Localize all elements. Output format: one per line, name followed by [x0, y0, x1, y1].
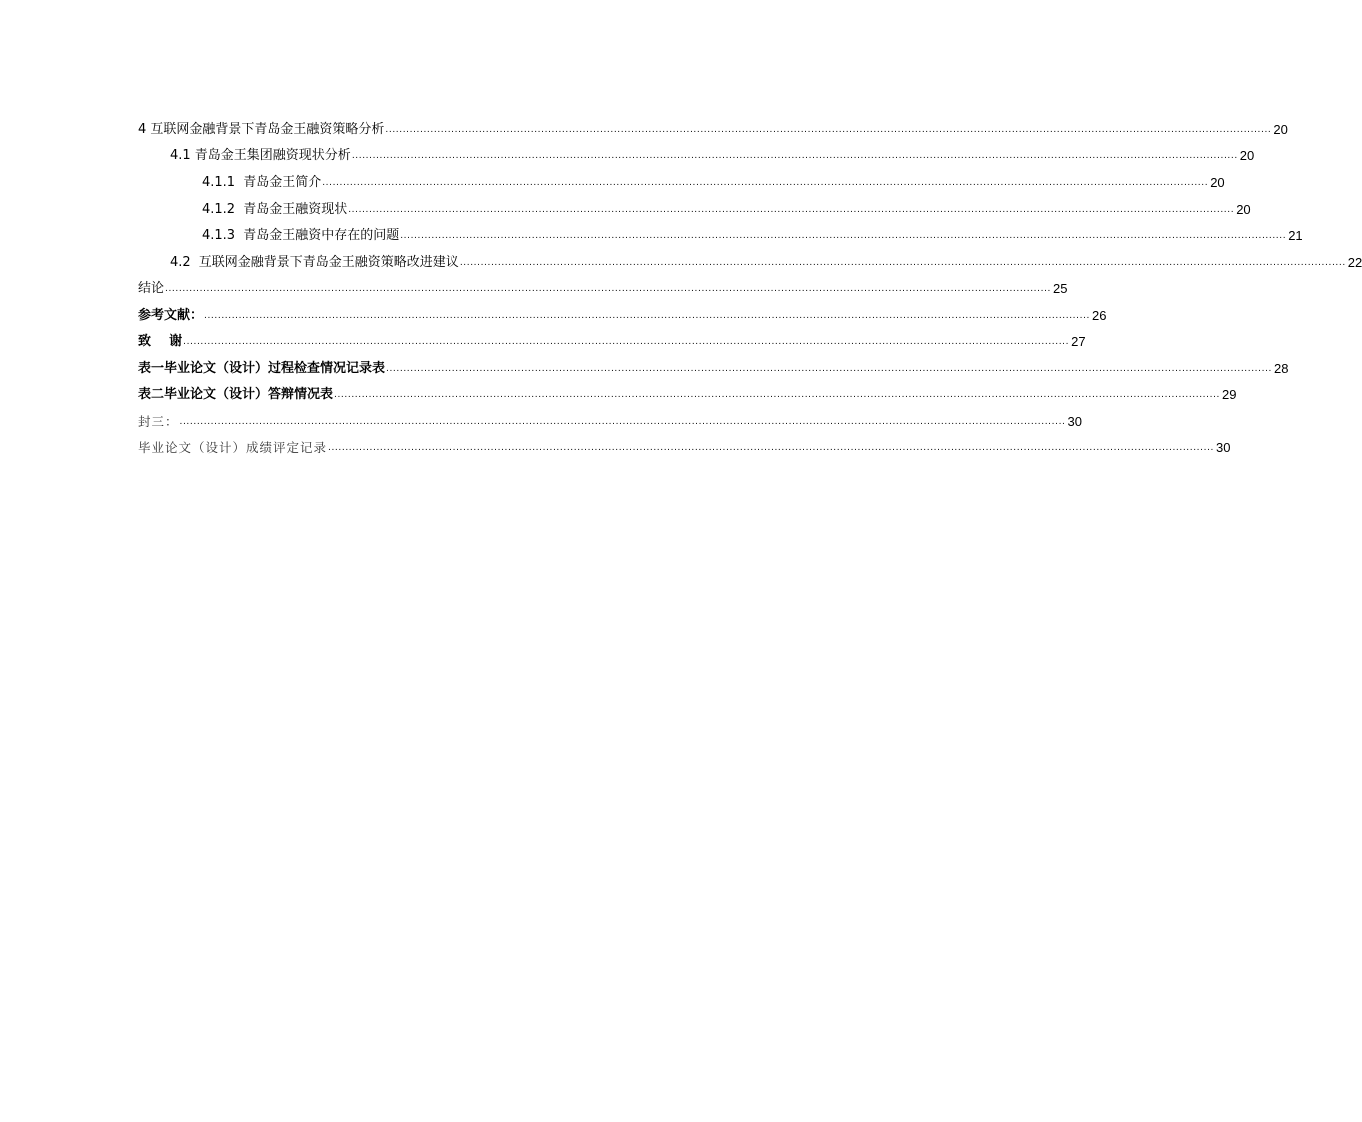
leader-dots: ................................................................................................................................................................................................................................................................ [400, 231, 1287, 241]
toc-entry-label: 4 互联网金融背景下青岛金王融资策略分析 [138, 122, 385, 137]
leader-dots: ................................................................................................................................................................................................................................................................ [334, 390, 1220, 400]
leader-dots: ................................................................................................................................................................................................................................................................ [385, 125, 1272, 135]
leader-dots: ................................................................................................................................................................................................................................................................ [348, 205, 1235, 215]
toc-page-number: 20 [1273, 122, 1288, 137]
toc-entry-table-1[interactable] [138, 357, 1289, 377]
toc-entry-conclusion[interactable] [138, 277, 1068, 297]
toc-page-number: 27 [1071, 334, 1086, 349]
leader-dots: ................................................................................................................................................................................................................................................................ [459, 258, 1346, 268]
toc-page-number: 30 [1216, 440, 1231, 455]
toc-page-number: 30 [1067, 414, 1082, 429]
toc-entry-references[interactable] [138, 304, 1107, 324]
leader-dots: ................................................................................................................................................................................................................................................................ [165, 284, 1051, 294]
toc-entry-label: 结论 [138, 281, 165, 296]
leader-dots: ................................................................................................................................................................................................................................................................ [386, 364, 1272, 374]
toc-entry-label: 表一毕业论文（设计）过程检查情况记录表 [138, 361, 386, 376]
toc-page-number: 20 [1239, 148, 1255, 163]
toc-page-number: 21 [1288, 228, 1303, 243]
toc-entry-label: 4.1 青岛金王集团融资现状分析 [170, 148, 351, 163]
toc-page-number: 22 [1347, 255, 1362, 270]
toc-page-number: 25 [1053, 281, 1068, 296]
leader-dots: ................................................................................................................................................................................................................................................................ [328, 443, 1214, 453]
toc-entry-section-4-1[interactable] [170, 144, 1255, 164]
toc-entry-label: 4.1.2 青岛金王融资现状 [202, 202, 348, 217]
leader-dots: ................................................................................................................................................................................................................................................................ [322, 178, 1209, 188]
toc-page-number: 26 [1092, 308, 1107, 323]
toc-page-number: 20 [1236, 202, 1251, 217]
toc-page-number: 28 [1274, 361, 1289, 376]
toc-page-number: 20 [1210, 175, 1225, 190]
leader-dots: ................................................................................................................................................................................................................................................................ [183, 337, 1070, 347]
toc-entry-label: 4.1.3 青岛金王融资中存在的问题 [202, 228, 400, 243]
toc-entry-acknowledgements[interactable] [138, 330, 1086, 350]
toc-entry-label: 4.2 互联网金融背景下青岛金王融资策略改进建议 [170, 255, 459, 270]
toc-entry-label: 4.1.1 青岛金王简介 [202, 175, 322, 190]
toc-entry-label: 毕业论文（设计）成绩评定记录 [138, 440, 328, 455]
toc-entry-label: 封三： [138, 414, 179, 429]
toc-entry-label: 参考文献： [138, 308, 204, 323]
toc-entry-section-4-1-2[interactable] [202, 198, 1251, 218]
toc-entry-grade-record[interactable] [138, 436, 1231, 456]
toc-entry-label: 表二毕业论文（设计）答辩情况表 [138, 387, 334, 402]
toc-entry-label: 致 谢 [138, 334, 183, 349]
toc-entry-section-4-1-3[interactable] [202, 224, 1303, 244]
toc-entry-chapter-4[interactable] [138, 118, 1288, 138]
leader-dots: ................................................................................................................................................................................................................................................................ [204, 311, 1090, 321]
toc-entry-section-4-2[interactable] [170, 251, 1362, 271]
toc-entry-section-4-1-1[interactable] [202, 171, 1225, 191]
leader-dots: ................................................................................................................................................................................................................................................................ [179, 417, 1066, 427]
toc-entry-back-cover[interactable] [138, 410, 1082, 430]
leader-dots: ................................................................................................................................................................................................................................................................ [351, 151, 1238, 161]
toc-entry-table-2[interactable] [138, 383, 1237, 403]
toc-page-number: 29 [1222, 387, 1237, 402]
